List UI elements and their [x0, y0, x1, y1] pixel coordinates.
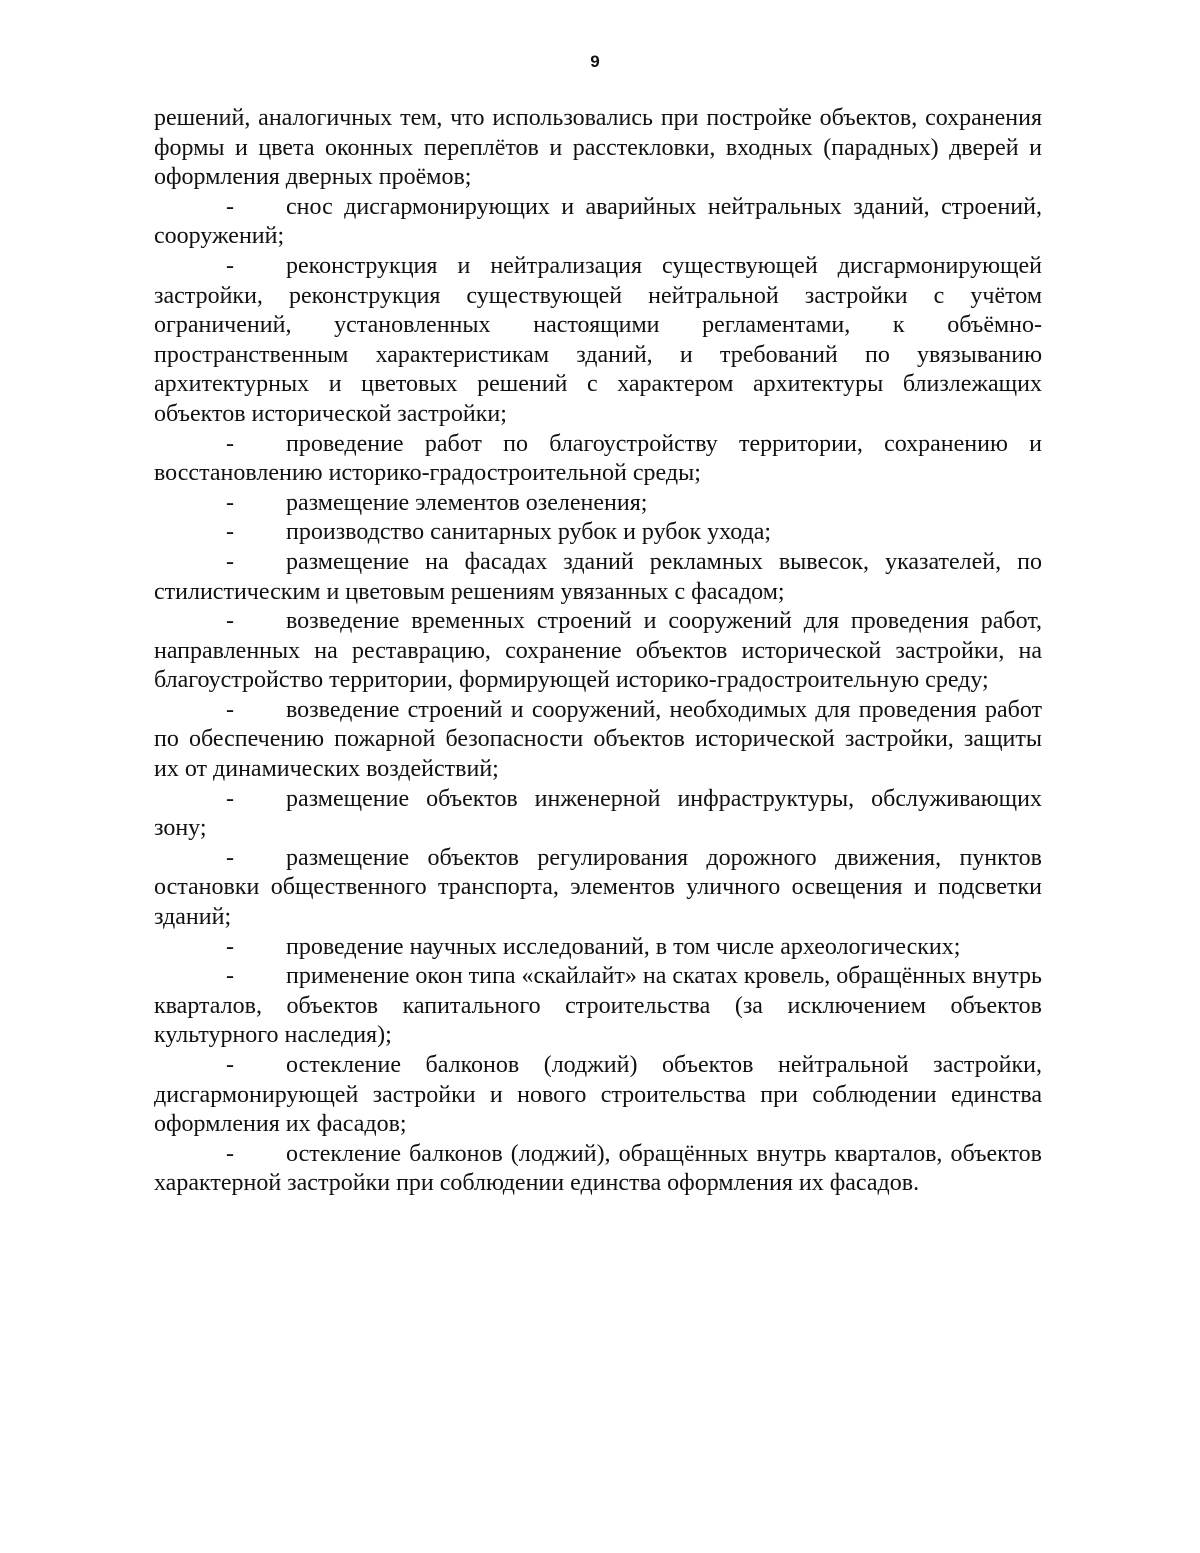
- bullet-dash: -: [226, 489, 234, 516]
- bullet-dash: -: [226, 1140, 234, 1167]
- bullet-dash: -: [226, 193, 234, 220]
- list-item: [154, 1140, 1042, 1199]
- list-item-text: остекление балконов (лоджий) объектов нейтральной застройки, дисгармонирующей застройки и нового строительства при соблюдении единства оформления их фасадов;: [154, 1052, 1042, 1138]
- bullet-dash: -: [226, 933, 234, 960]
- list-item: [154, 696, 1042, 785]
- bullet-dash: -: [226, 608, 234, 635]
- list-item: [154, 844, 1042, 933]
- list-item-text: возведение временных строений и сооружений для проведения работ, направленных на реставрацию, сохранение объектов исторической застройки, на благоустройство территории, формирующей историко-градостроительную среду;: [154, 608, 1042, 694]
- list-item-text: размещение объектов регулирования дорожного движения, пунктов остановки общественного транспорта, элементов уличного освещения и подсветки зданий;: [154, 844, 1042, 931]
- list-item: [154, 193, 1042, 252]
- list-item-text: реконструкция и нейтрализация существующей дисгармонирующей застройки, реконструкция существующей нейтральной застройки с учётом ограничений, установленных настоящими регламентами, к объёмно-пространственным характеристикам зданий, и требований по увязыванию архитектурных и цветовых решений с характером архитектуры близлежащих объектов исторической застройки;: [154, 252, 1042, 427]
- list-item: [154, 933, 1042, 963]
- list-item-text: снос дисгармонирующих и аварийных нейтральных зданий, строений, сооружений;: [154, 193, 1042, 250]
- list-item-text: проведение работ по благоустройству территории, сохранению и восстановлению историко-градостроительной среды;: [154, 430, 1042, 487]
- list-item: [154, 962, 1042, 1051]
- bullet-dash: -: [226, 1052, 234, 1078]
- bullet-dash: -: [226, 844, 234, 871]
- list-item: [154, 430, 1042, 489]
- bullet-dash: -: [226, 430, 234, 457]
- list-item: [154, 548, 1042, 607]
- list-item: [154, 489, 1042, 519]
- list-item: [154, 1051, 1042, 1140]
- bullet-dash: -: [226, 696, 234, 723]
- list-item-text: остекление балконов (лоджий), обращённых внутрь кварталов, объектов характерной застройки при соблюдении единства оформления их фасадов.: [154, 1140, 1042, 1197]
- list-item: [154, 607, 1042, 696]
- bullet-dash: -: [226, 519, 234, 546]
- list-item-text: применение окон типа «скайлайт» на скатах кровель, обращённых внутрь кварталов, объектов капитального строительства (за исключением объектов культурного наследия);: [154, 963, 1042, 1049]
- continuation-paragraph: решений, аналогичных тем, что использовались при постройке объектов, сохранения формы и цвета оконных переплётов и расстекловки, входных (парадных) дверей и оформления дверных проёмов;: [154, 105, 1042, 191]
- bullet-dash: -: [226, 252, 234, 279]
- bullet-dash: -: [226, 548, 234, 575]
- page-number: 9: [590, 52, 600, 71]
- list-item-text: размещение на фасадах зданий рекламных вывесок, указателей, по стилистическим и цветовым решениям увязанных с фасадом;: [154, 548, 1042, 605]
- document-body: [154, 104, 1042, 1199]
- list-item-text: производство санитарных рубок и рубок ухода;: [286, 519, 772, 546]
- list-item: [154, 785, 1042, 844]
- list-item-text: размещение элементов озеленения;: [286, 489, 648, 516]
- list-item: [154, 518, 1042, 548]
- bullet-dash: -: [226, 963, 234, 990]
- list-item: [154, 252, 1042, 430]
- bullet-dash: -: [226, 785, 234, 812]
- list-item-text: проведение научных исследований, в том числе археологических;: [286, 933, 961, 960]
- list-item-text: возведение строений и сооружений, необходимых для проведения работ по обеспечению пожарной безопасности объектов исторической застройки, защиты их от динамических воздействий;: [154, 696, 1042, 783]
- list-item-text: размещение объектов инженерной инфраструктуры, обслуживающих зону;: [154, 785, 1042, 842]
